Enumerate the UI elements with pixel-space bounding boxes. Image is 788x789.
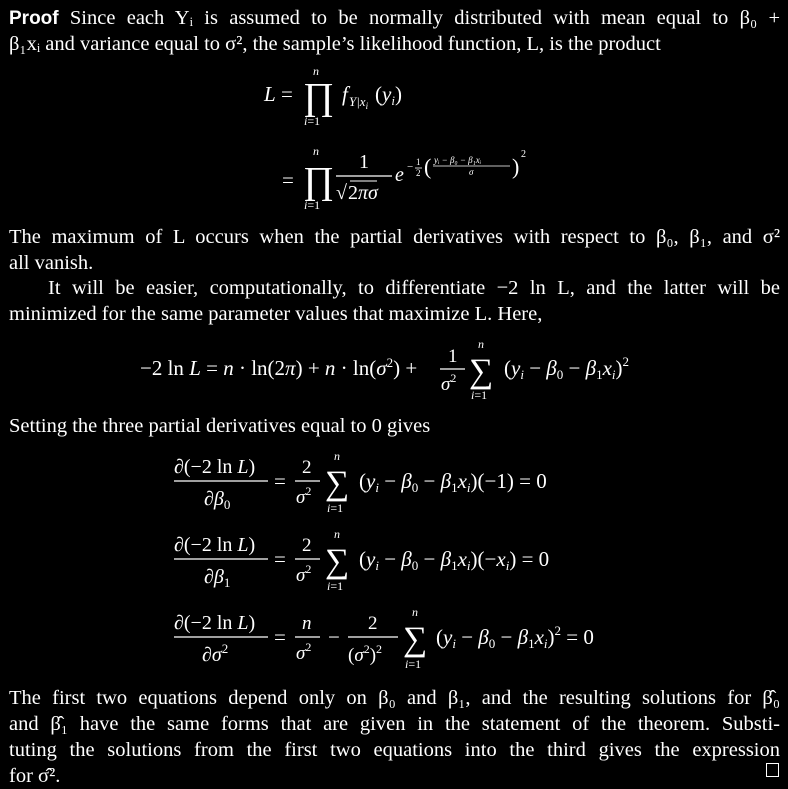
svg-text:∂β0: $\partial\beta_0$ (204, 488, 231, 512)
svg-text:): ) (512, 154, 520, 179)
svg-text:i=1: i=1 (304, 114, 321, 128)
svg-text:∑: ∑ (403, 621, 428, 658)
svg-text:i=1: i=1 (471, 388, 488, 402)
svg-text:∂(−2 ln L): ∂(−2 ln L) (174, 612, 256, 634)
paragraph5-line-4: for σ̂². (9, 765, 61, 787)
svg-text:Y|xi: $Y|x_i$ (349, 94, 369, 111)
proof-intro-line-1 (9, 5, 780, 32)
equation-log-likelihood (138, 335, 658, 405)
equation-likelihood-2-graphic (262, 143, 562, 215)
svg-text:∂(−2 ln L): ∂(−2 ln L) (174, 534, 256, 556)
equation-partial-beta1 (170, 526, 590, 598)
equation-likelihood-2 (262, 143, 562, 215)
svg-text:−: − (407, 161, 414, 173)
svg-text:σ2: $\sigma^2$ (296, 562, 312, 586)
svg-text:n: n (478, 337, 484, 351)
svg-text:−: − (328, 625, 340, 649)
svg-text:σ2: $\sigma^2$ (441, 371, 457, 395)
svg-text:(: ( (424, 154, 432, 179)
svg-text:σ2: $\sigma^2$ (296, 640, 312, 664)
qed-square-icon (766, 763, 779, 777)
svg-text:i=1: i=1 (327, 501, 344, 515)
svg-text:n: n (334, 449, 340, 463)
svg-text:∑: ∑ (325, 465, 350, 502)
paragraph2-line-2: all vanish. (9, 252, 94, 274)
proof-intro-line-2: β₁xᵢ and variance equal to σ², the sample’s likelihood function, L, is the product (9, 33, 661, 55)
equation-log-likelihood-graphic (138, 335, 658, 405)
svg-text:∂β1: $\partial\beta_1$ (204, 566, 231, 590)
svg-text:e: e (395, 164, 404, 186)
svg-text:f: f (342, 82, 348, 106)
svg-text:∏: ∏ (303, 160, 335, 202)
svg-text:∑: ∑ (469, 353, 494, 390)
svg-text:∂σ2: $\partial\sigma^2$ (202, 641, 229, 666)
equation-partial-beta0-graphic (170, 448, 590, 520)
svg-text:n: n (302, 613, 312, 634)
svg-text:(yi − β0 − β1xi)(−1) = 0: (yi − β0 − β1xi)(−1) = 0 (359, 469, 547, 495)
paragraph3-line-1: It will be easier, computationally, to differentiate −2 ln L, and the latter will be (48, 277, 780, 299)
svg-text:(σ2)2: $(\sigma^2)^2$ (348, 642, 383, 666)
svg-text:yᵢ − β₀ − β₁xᵢ: yᵢ − β₀ − β₁xᵢ (434, 155, 482, 165)
svg-text:σ: σ (469, 167, 474, 177)
paragraph5-line-3: tuting the solutions from the first two equations into the third gives the expression (9, 739, 780, 761)
svg-text:=: = (274, 625, 286, 649)
equation-likelihood-1 (262, 63, 542, 131)
svg-text:2: 2 (368, 613, 378, 634)
svg-text:n: n (313, 64, 319, 78)
equation-partial-beta0 (170, 448, 590, 520)
svg-text:i=1: i=1 (304, 198, 321, 212)
svg-text:2: 2 (302, 457, 312, 478)
paragraph5-line-1: The first two equations depend only on β₀ and β₁, and the resulting solutions for β̂₀ (9, 687, 780, 709)
svg-text:=: = (274, 547, 286, 571)
paragraph4-line-1: Setting the three partial derivatives equal to 0 gives (9, 415, 431, 437)
svg-text:(yi − β0 − β1xi)(−xi) = 0: (yi − β0 − β1xi)(−xi) = 0 (359, 547, 550, 573)
svg-text:∂(−2 ln L): ∂(−2 ln L) (174, 456, 256, 478)
svg-text:=: = (282, 168, 294, 192)
svg-text:n: n (412, 605, 418, 619)
svg-text:L =: L = (264, 82, 293, 106)
svg-text:∏: ∏ (303, 76, 335, 118)
svg-text:−2 ln L = n · ln(2π) + n · ln(: −2 $\ln L = n \cdot \ln(2\pi) + n \cdot \ln(\sigma^2)$ + (140, 355, 418, 380)
svg-text:i=1: i=1 (327, 579, 344, 593)
svg-text:2: 2 (302, 535, 312, 556)
equation-partial-sigma2-graphic (170, 604, 630, 676)
equation-likelihood-1-graphic (262, 63, 542, 131)
svg-text:2: 2 (521, 149, 526, 160)
svg-text:(yi − β0 − β1xi)2 = 0: (yi − β0 − β1xi)$^2$ = 0 (436, 623, 594, 651)
equation-partial-beta1-graphic (170, 526, 590, 598)
paragraph1-line1-text: Since each Yᵢ is assumed to be normally distributed with mean equal to β₀ + (69, 7, 780, 29)
proof-label: Proof (9, 8, 59, 29)
svg-text:=: = (274, 469, 286, 493)
svg-text:i=1: i=1 (405, 657, 422, 671)
equation-partial-sigma2 (170, 604, 630, 676)
paragraph5-line-2: and β̂₁ have the same forms that are given in the statement of the theorem. Substi- (9, 713, 780, 735)
svg-text:n: n (313, 144, 319, 158)
svg-text:n: n (334, 527, 340, 541)
svg-text:σ2: $\sigma^2$ (296, 484, 312, 508)
svg-text:(yi): (yi) (375, 82, 402, 108)
svg-text:1: 1 (416, 157, 421, 167)
paragraph2-line-1: The maximum of L occurs when the partial derivatives with respect to β₀, β₁, and σ² (9, 226, 780, 248)
paragraph3-line-2: minimized for the same parameter values that maximize L. Here, (9, 303, 543, 325)
svg-text:√2πσ: √2πσ (336, 182, 378, 204)
svg-text:1: 1 (359, 151, 369, 173)
svg-text:∑: ∑ (325, 543, 350, 580)
svg-text:2: 2 (416, 168, 421, 178)
svg-text:1: 1 (448, 346, 458, 367)
svg-text:(yi − β0 − β1xi)2: (yi − β0 − β1xi)$^2$ (504, 354, 630, 382)
